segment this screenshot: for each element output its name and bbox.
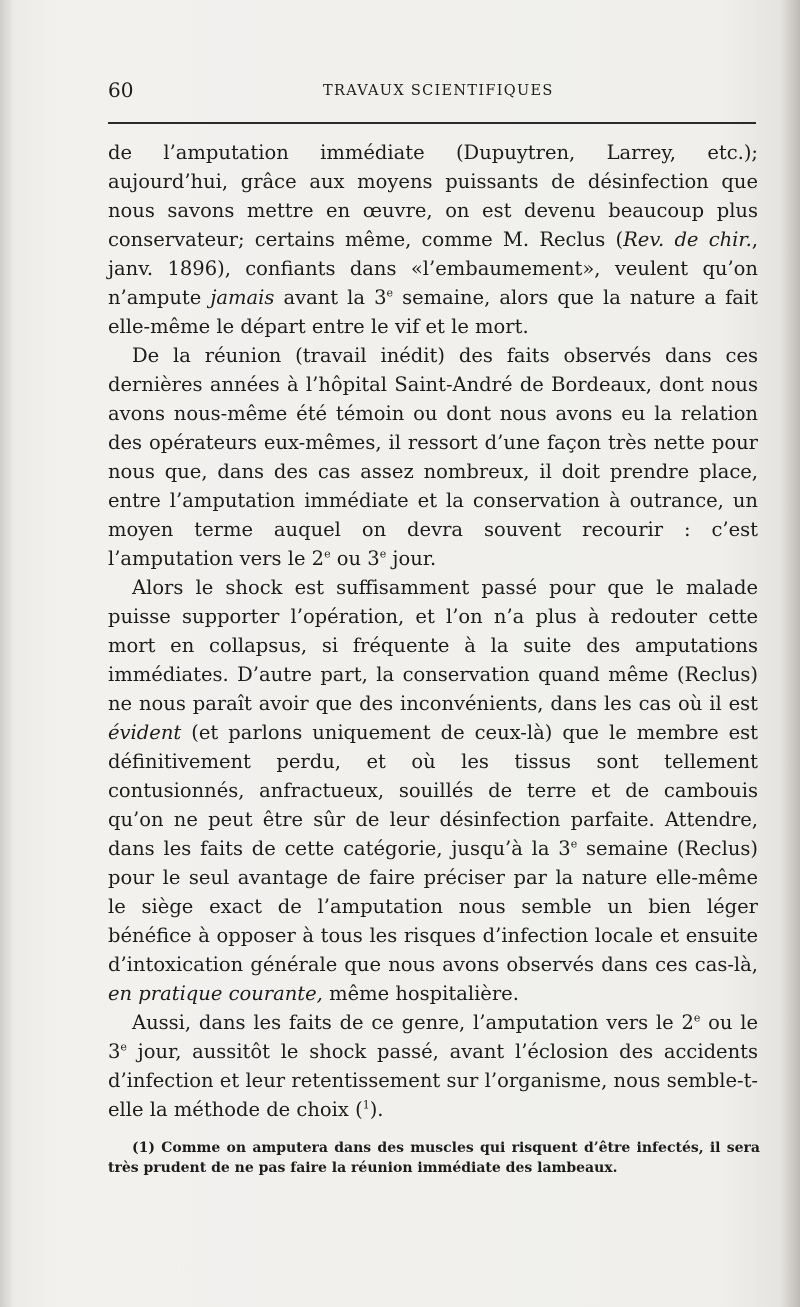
paragraph-1: de l’amputation immédiate (Dupuytren, Larrey, etc.); aujourd’hui, grâce aux moyens puissants de désinfection que nous savons mettre en œuvre, on est devenu beaucoup plus conservateur; certains même, comme M. Reclus (Rev. de chir., janv. 1896), confiants dans «l’embaumement», veulent qu’on n’ampute jamais avant la 3e semaine, alors que la nature a fait elle-même le départ entre le vif et le mort. bbox=[108, 141, 758, 338]
footnote-text: Comme on amputera dans des muscles qui risquent d’être infectés, il sera très prudent de ne pas faire la réunion immédiate des lambeaux. bbox=[108, 1140, 760, 1176]
paragraph-3: Alors le shock est suffisamment passé pour que le malade puisse supporter l’opération, et l’on n’a plus à redouter cette mort en collapsus, si fréquente à la suite des amputations immédiates. D’autre part, la conservation quand même (Reclus) ne nous paraît avoir que des inconvénients, dans les cas où il est évident (et parlons uniquement de ceux-là) que le membre est définitivement perdu, et où les tissus sont tellement contusionnés, anfractueux, souillés de terre et de cambouis qu’on ne peut être sûr de leur désinfection parfaite. Attendre, dans les faits de cette catégorie, jusqu’à la 3e semaine (Reclus) pour le seul avantage de faire préciser par la nature elle-même le siège exact de l’amputation nous semble un bien léger bénéfice à opposer à tous les risques d’infection locale et ensuite d’intoxication générale que nous avons observés dans ces cas-là, en pratique courante, même hospitalière. bbox=[108, 576, 759, 1005]
paragraph-2: De la réunion (travail inédit) des faits observés dans ces dernières années à l’hôpital Saint-André de Bordeaux, dont nous avons nous-même été témoin ou dont nous avons eu la relation des opérateurs eux-mêmes, il ressort d’une façon très nette pour nous que, dans des cas assez nombreux, il doit prendre place, entre l’amputation immédiate et la conservation à outrance, un moyen terme auquel on devra souvent recourir : c’est l’amputation vers le 2e ou 3e jour. bbox=[108, 344, 758, 570]
header-rule bbox=[108, 122, 756, 124]
body-text bbox=[108, 138, 758, 1124]
footnote-marker: (1) bbox=[132, 1140, 155, 1156]
footnote bbox=[108, 1138, 760, 1178]
paragraph-4: Aussi, dans les faits de ce genre, l’amputation vers le 2e ou le 3e jour, aussitôt le shock passé, avant l’éclosion des accidents d’infection et leur retentissement sur l’organisme, nous semble-t-elle la méthode de choix ($^1$). bbox=[108, 1011, 759, 1121]
page-number: 60 bbox=[108, 78, 134, 102]
page-header bbox=[108, 78, 756, 110]
running-title: TRAVAUX SCIENTIFIQUES bbox=[323, 83, 554, 99]
footnote-reference[interactable]: 1 bbox=[362, 1098, 370, 1112]
